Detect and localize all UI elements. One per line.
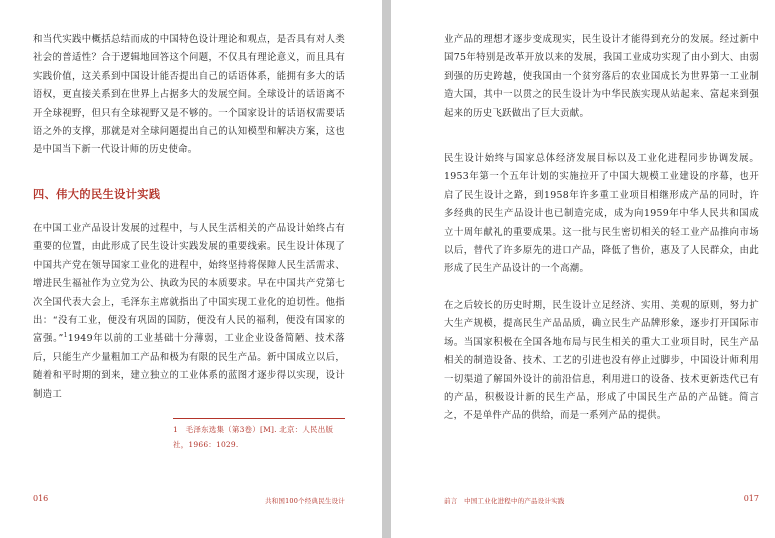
left-page (0, 0, 382, 538)
right-paragraph-1: 业产品的理想才逐步变成现实，民生设计才能得到充分的发展。经过新中国75年特别是改革开放以来的发展，我国工业成功实现了由小到大、由弱到强的历史跨越，使我国由一个贫穷落后的农业国成长为世界第一工业制造大国，其中一以贯之的民生设计为中华民族实现从站起来、富起来到强起来的历史飞跃做出了巨大贡献。 (444, 34, 759, 119)
running-title-right: 前言 中国工业化进程中的产品设计实践 (444, 497, 565, 505)
running-title-left: 共和国100个经典民生设计 (264, 497, 345, 505)
left-paragraph-2-main: 在中国工业产品设计发展的过程中，与人民生活相关的产品设计始终占有重要的位置，由此形成了民生设计实践发展的重要线索。民生设计体现了中国共产党在领导国家工业化的进程中，始终坚持将保障人民生活需求、增进民生福祉作为立党为公、执政为民的本质要求。早在中国共产党第七次全国代表大会上，毛泽东主席就指出了中国实现工业化的迫切性。他指出：“没有工业，便没有巩固的国防，便没有人民的福利，便没有国家的富强。” (33, 223, 345, 345)
left-paragraph-2-tail: 1949年以前的工业基础十分薄弱，工业企业设备简陋、技术落后，只能生产少量粗加工产品和极为有限的民生产品。新中国成立以后，随着和平时期的到来，建立独立的工业体系的蓝图才逐步得以实现，设计制造工 (33, 333, 345, 400)
page-number-right: 017 (743, 494, 759, 503)
footnote: 1 毛泽东选集（第3卷）[M]. 北京：人民出版社，1966：1029. (173, 425, 334, 449)
footnote-divider (173, 418, 345, 419)
page-number-left: 016 (33, 494, 49, 503)
right-page (391, 0, 775, 538)
left-paragraph-1: 和当代实践中概括总结而成的中国特色设计理论和观点，是否具有对人类社会的普适性？合于逻辑地回答这个问题，不仅具有理论意义，而且具有实践价值，这关系到中国设计能否提出自己的话语体系，能拥有多大的话语权，更直接关系到在世界上占据多大的发展空间。全球设计的话语离不开全球视野，但只有全球视野又是不够的。一个国家设计的话语权需要话语之外的支撑，那就是对全球问题提出自己的认知模型和解决方案，这也是中国当下新一代设计师的历史使命。 (33, 34, 345, 156)
right-paragraph-3: 在之后较长的历史时期，民生设计立足经济、实用、美观的原则，努力扩大生产规模，提高民生产品品质，确立民生产品牌形象，逐步打开国际市场。当国家积极在全国各地布局与民生相关的重大工业项目时，民生产品相关的制造设备、技术、工艺的引进也没有停止过脚步，中国设计师利用一切渠道了解国外设计的前沿信息，利用进口的设备、技术更新迭代已有的产品，积极设计新的民生产品，形成了中国民生产品的产品链。简言之，不是单件产品的供给，而是一系列产品的提供。 (444, 300, 759, 422)
left-paragraph-2 (33, 220, 345, 404)
section-heading: 四、伟大的民生设计实践 (33, 187, 161, 201)
footnote-marker: 1 (63, 332, 68, 340)
right-paragraph-2: 民生设计始终与国家总体经济发展目标以及工业化进程同步协调发展。1953年第一个五年计划的实施拉开了中国大规模工业建设的序幕，也开启了民生设计之路，到1958年许多重工业项目相继形成产品的同时，许多经典的民生产品设计也已制造完成，成为向1959年中华人民共和国成立十周年献礼的重要成果。这一批与民生密切相关的轻工业产品推向市场以后，替代了许多原先的进口产品，降低了售价，惠及了人民群众，由此形成了民生产品设计的一个高潮。 (444, 153, 759, 275)
